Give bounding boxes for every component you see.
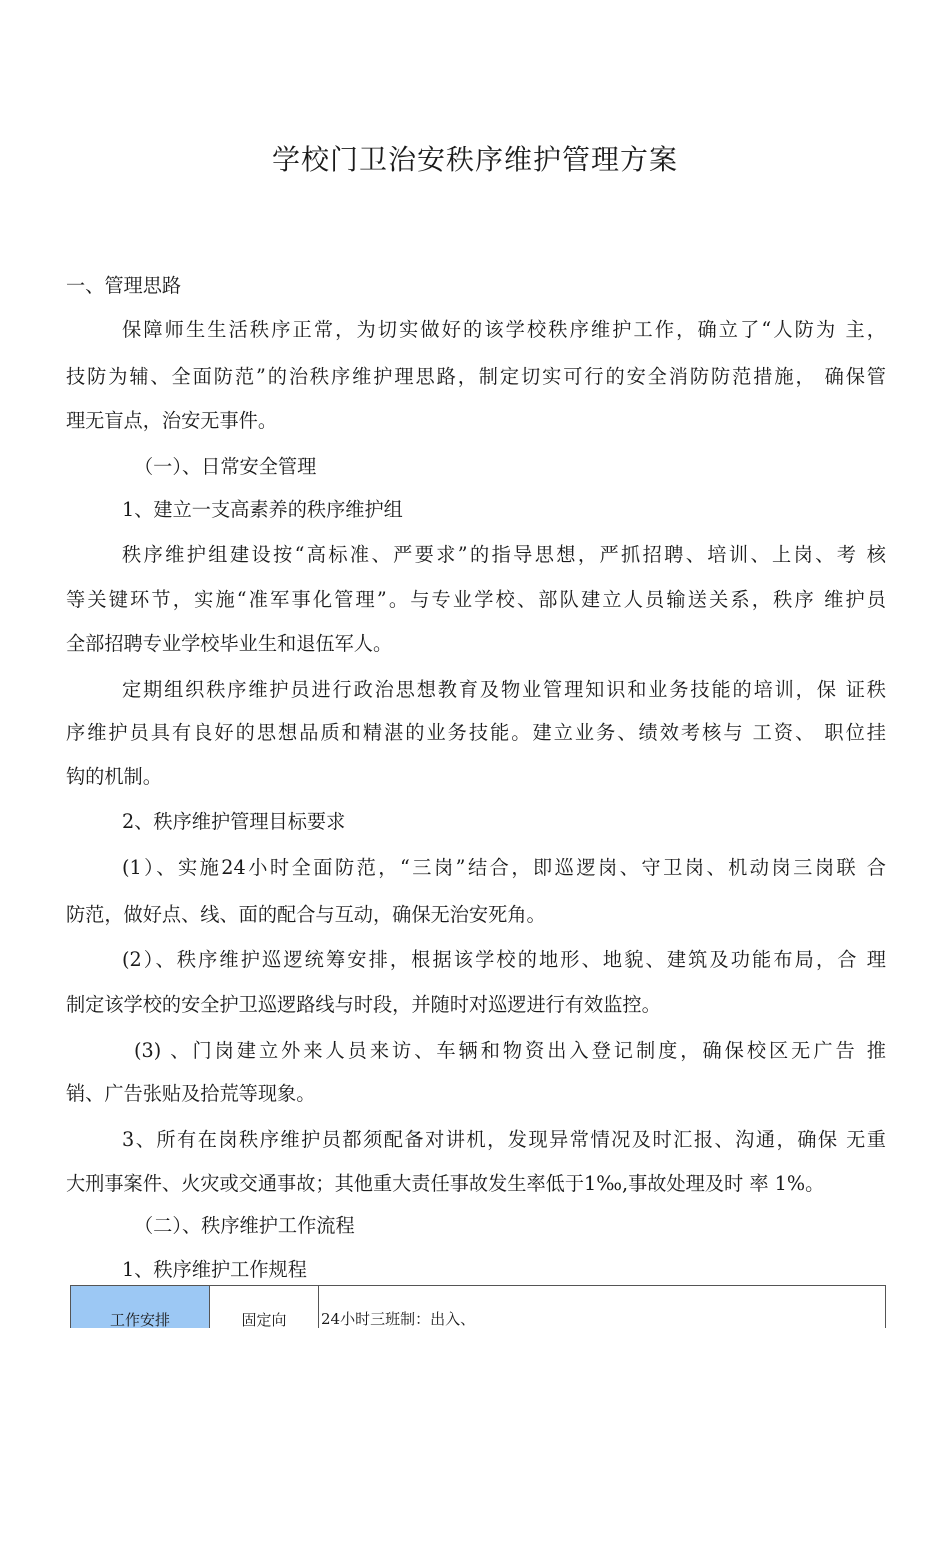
paragraph-line: 大刑事案件、火灾或交通事故；其他重大责任事故发生率低于1‰,事故处理及时 率 1%。 [66,1172,825,1195]
paragraph-line: 理无盲点，治安无事件。 [66,409,278,432]
paragraph-line: 技防为辅、全面防范”的治秩序维护理思路，制定切实可行的安全消防防范措施， 确保管 [66,365,886,388]
subsection-heading: （二）、秩序维护工作流程 [134,1214,355,1237]
paragraph-line: 定期组织秩序维护员进行政治思想教育及物业管理知识和业务技能的培训，保 证秩 [122,678,886,701]
paragraph-line: 保障师生生活秩序正常，为切实做好的该学校秩序维护工作，确立了“人防为 主， [122,318,886,341]
paragraph-line: 秩序维护组建设按“高标准、严要求”的指导思想，严抓招聘、培训、上岗、考 核 [122,543,886,566]
paragraph-line: 防范，做好点、线、面的配合与互动，确保无治安死角。 [66,903,546,926]
paragraph-line: 全部招聘专业学校毕业生和退伍军人。 [66,632,393,655]
table-header-cell [71,1286,210,1328]
paragraph-line: 钩的机制。 [66,765,162,788]
table-cell [210,1286,319,1328]
table-cell-text: 固定向 [241,1311,287,1329]
paragraph-line: (2）、秩序维护巡逻统筹安排，根据该学校的地形、地貌、建筑及功能布局，合 理 [122,948,886,971]
paragraph-line: 等关键环节，实施“准军事化管理”。与专业学校、部队建立人员输送关系，秩序 维护员 [66,588,886,611]
item-heading: 2、秩序维护管理目标要求 [122,810,346,833]
paragraph-line: (3) 、门岗建立外来人员来访、车辆和物资出入登记制度，确保校区无广告 推 [134,1039,886,1062]
paragraph-line: 序维护员具有良好的思想品质和精湛的业务技能。建立业务、绩效考核与 工资、 职位挂 [66,721,886,744]
paragraph-line: 制定该学校的安全护卫巡逻路线与时段，并随时对巡逻进行有效监控。 [66,993,661,1016]
item-heading: 1、建立一支高素养的秩序维护组 [122,498,403,521]
table-cell-text: 工作安排 [109,1311,170,1329]
subsection-heading: （一）、日常安全管理 [134,455,317,478]
document-title: 学校门卫治安秩序维护管理方案 [271,143,678,176]
paragraph-line: 3、所有在岗秩序维护员都须配备对讲机，发现异常情况及时汇报、沟通，确保 无重 [122,1128,886,1151]
table-cell-text: 24小时三班制：出入、 [321,1310,476,1328]
procedure-table [70,1285,886,1328]
paragraph-line: 销、广告张贴及拾荒等现象。 [66,1082,316,1105]
paragraph-line: (1）、实施24小时全面防范，“三岗”结合，即巡逻岗、守卫岗、机动岗三岗联 合 [122,856,886,879]
item-heading: 1、秩序维护工作规程 [122,1258,307,1281]
section-heading: 一、管理思路 [66,274,182,297]
